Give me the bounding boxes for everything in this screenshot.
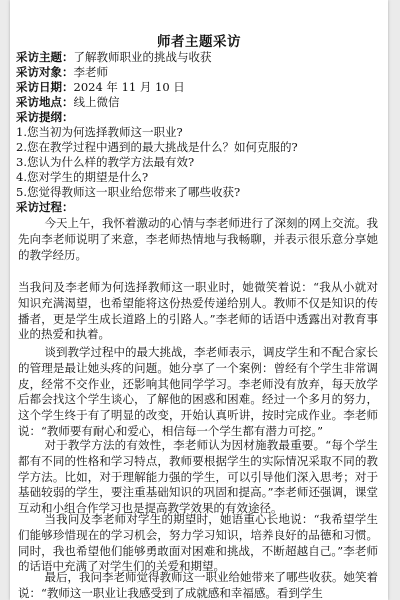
field-topic: [16, 50, 386, 65]
field-interviewee-value: 李老师: [73, 65, 108, 79]
paragraph-harvest: 最后，我问李老师觉得教师这一职业给她带来了哪些收获。她笑着说：“教师这一职业让我感受到了成就感和幸福感。看到学生: [18, 570, 378, 600]
field-date-label: 采访日期：: [16, 80, 74, 94]
field-topic-label: 采访主题：: [16, 50, 74, 64]
field-outline-label: 采访提纲：: [16, 110, 74, 124]
paragraph-why-teacher: 当我问及李老师为何选择教师这一职业时，她微笑着说：“我从小就对知识充满渴望，也希望能将这份热爱传递给别人。教师不仅是知识的传播者，更是学生成长道路上的引路人。”李老师的话语中透露出对教育事业的热爱和执着。: [18, 280, 378, 342]
field-outline: [16, 110, 386, 125]
paragraph-challenge: 谈到教学过程中的最大挑战，李老师表示，调皮学生和不配合家长的管理是最让她头疼的问题。她分享了一个案例：曾经有个学生非常调皮，经常不交作业，还影响其他同学学习。李老师没有放弃，每天放学后都会找这个学生谈心，了解他的困惑和困难。经过一个多月的努力，这个学生终于有了明显的改变，开始认真听讲，按时完成作业。李老师说：“教师要有耐心和爱心，相信每一个学生都有潜力可挖。”: [18, 345, 378, 438]
field-date-value: 2024 年 11 月 10 日: [73, 80, 185, 94]
question-2: 2.您在教学过程中遇到的最大挑战是什么？如何克服的?: [16, 140, 298, 154]
field-location-value: 线上微信: [73, 95, 120, 109]
question-1: 1.您当初为何选择教师这一职业?: [16, 125, 183, 139]
question-5: 5.您觉得教师这一职业给您带来了哪些收获?: [16, 185, 241, 199]
paragraph-expectation: 当我问及李老师对学生的期望时，她语重心长地说：“我希望学生们能够珍惜现在的学习机会，努力学习知识，培养良好的品德和习惯。同时，我也希望他们能够勇敢面对困难和挑战，不断超越自己。”李老师的话语中充满了对学生们的关爱和期望。: [18, 512, 378, 574]
field-location-label: 采访地点：: [16, 95, 74, 109]
document-title: 师者主题采访: [157, 34, 241, 50]
field-location: [16, 95, 386, 110]
field-topic-value: 了解教师职业的挑战与收获: [73, 50, 212, 64]
document-page: [10, 0, 388, 600]
question-4: 4.您对学生的期望是什么?: [16, 170, 149, 184]
process-label: 采访过程：: [16, 200, 74, 214]
field-interviewee-label: 采访对象：: [16, 65, 74, 79]
paragraph-method: 对于教学方法的有效性，李老师认为因材施教最重要。“每个学生都有不同的性格和学习特点，教师要根据学生的实际情况采取不同的教学方法。比如，对于理解能力强的学生，可以引导他们深入思考；对于基础较弱的学生，要注重基础知识的巩固和提高。”李老师还强调，课堂互动和小组合作学习也是提高教学效果的有效途径。: [18, 438, 378, 516]
field-interviewee: [16, 65, 386, 80]
field-date: [16, 80, 386, 95]
question-3: 3.您认为什么样的教学方法最有效?: [16, 155, 195, 169]
paragraph-intro: 今天上午，我怀着激动的心情与李老师进行了深刻的网上交流。我先向李老师说明了来意，李老师热情地与我畅聊，并表示很乐意分享她的教学经历。: [18, 216, 378, 262]
